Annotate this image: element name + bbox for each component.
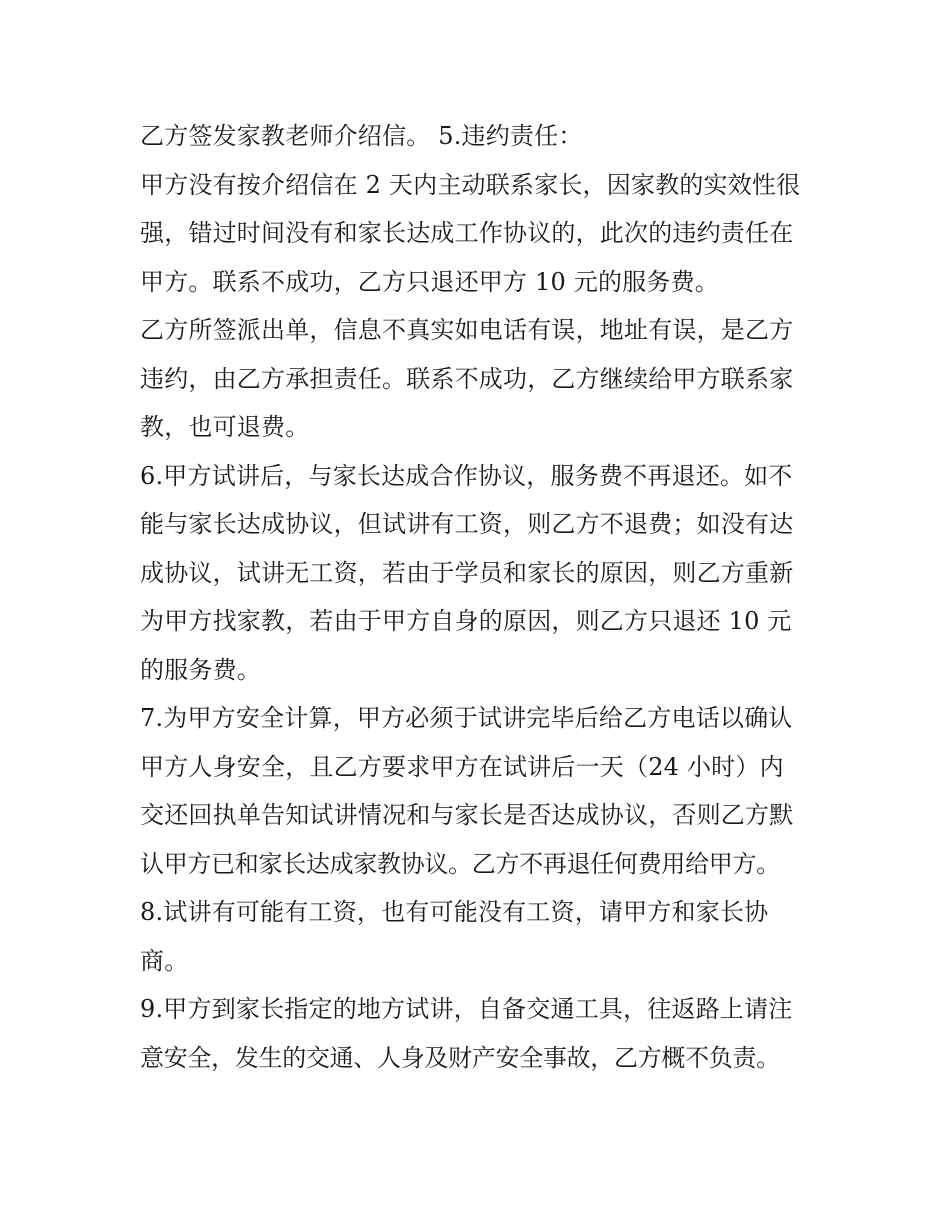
text-line: 交还回执单告知试讲情况和与家长是否达成协议，否则乙方默 [140, 801, 794, 829]
text-line: 商。 [140, 946, 189, 975]
text-line: 的服务费。 [140, 655, 261, 684]
text-line: 为甲方找家教，若由于甲方自身的原因，则乙方只退还 10 元 [140, 607, 792, 635]
text-line: 6.甲方试讲后，与家长达成合作协议，服务费不再退还。如不 [140, 461, 793, 490]
text-line: 能与家长达成协议，但试讲有工资，则乙方不退费；如没有达 [140, 510, 794, 538]
text-line: 8.试讲有可能有工资，也有可能没有工资，请甲方和家长协 [140, 898, 769, 926]
text-line: 认甲方已和家长达成家教协议。乙方不再退任何费用给甲方。 [140, 849, 780, 878]
text-line: 乙方所签派出单，信息不真实如电话有误，地址有误，是乙方 [140, 316, 794, 344]
text-line: 强，错过时间没有和家长达成工作协议的，此次的违约责任在 [140, 219, 794, 247]
text-line: 教，也可退费。 [140, 413, 310, 441]
text-line: 7.为甲方安全计算，甲方必须于试讲完毕后给乙方电话以确认 [140, 704, 793, 732]
document-body [140, 112, 815, 1082]
text-line: 9.甲方到家长指定的地方试讲，自备交通工具，往返路上请注 [140, 995, 793, 1023]
text-line: 甲方。联系不成功，乙方只退还甲方 10 元的服务费。 [140, 267, 719, 296]
text-line: 成协议，试讲无工资，若由于学员和家长的原因，则乙方重新 [140, 558, 794, 587]
text-line: 违约，由乙方承担责任。联系不成功，乙方继续给甲方联系家 [140, 364, 794, 393]
text-line: 甲方没有按介绍信在 2 天内主动联系家长，因家教的实效性很 [140, 170, 801, 199]
text-line: 甲方人身安全，且乙方要求甲方在试讲后一天（24 小时）内 [140, 752, 784, 781]
text-line: 乙方签发家教老师介绍信。 5.违约责任： [140, 122, 583, 150]
text-line: 意安全，发生的交通、人身及财产安全事故，乙方概不负责。 [140, 1043, 780, 1072]
